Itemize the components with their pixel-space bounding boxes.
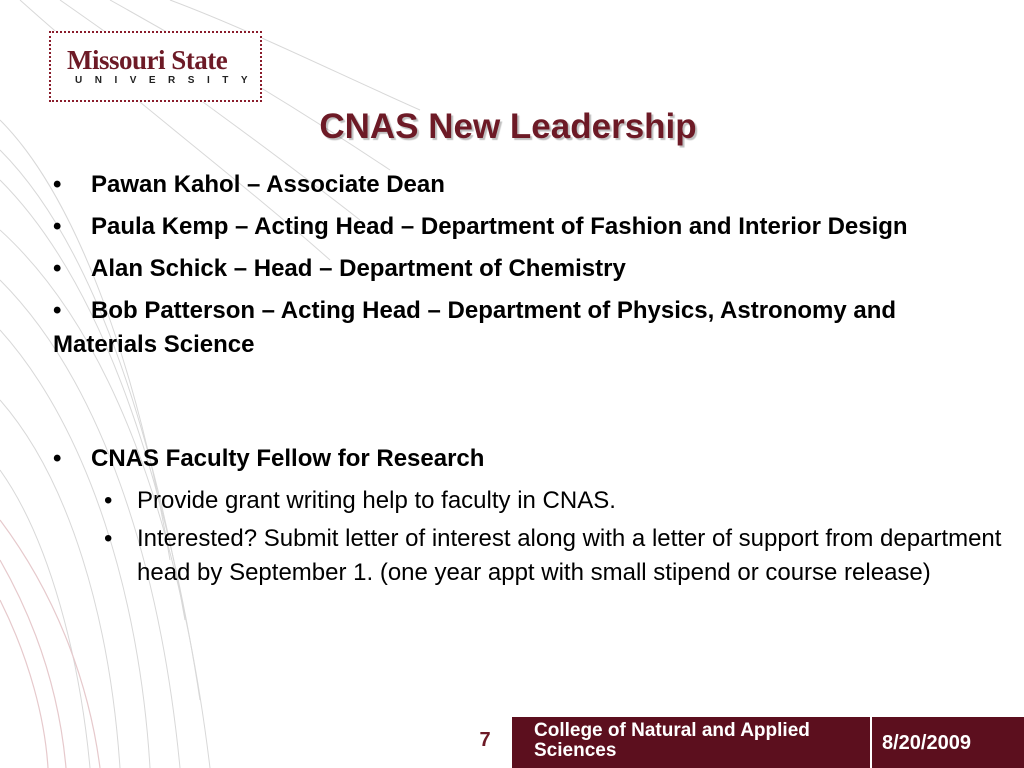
- footer-college-name: College of Natural and Applied Sciences: [534, 720, 810, 761]
- bullet-icon: •: [53, 171, 62, 198]
- leadership-item: [53, 252, 1003, 286]
- leadership-text: Paula Kemp – Acting Head – Department of Fashion and Interior Design: [91, 213, 908, 240]
- bullet-icon: •: [53, 297, 62, 324]
- slide-title: CNAS New Leadership: [319, 107, 697, 146]
- fellow-subitem: [53, 522, 1003, 590]
- bullet-icon: •: [53, 213, 62, 240]
- page-number: 7: [479, 729, 491, 751]
- footer-bar: [512, 717, 1024, 768]
- leadership-item: [53, 210, 1003, 244]
- fellow-subitem-text: Provide grant writing help to faculty in CNAS.: [137, 487, 616, 514]
- fellow-heading: [53, 442, 1003, 476]
- bullet-icon: •: [53, 255, 62, 282]
- slide-footer: [0, 717, 1024, 768]
- fellow-subitem: [53, 484, 1003, 518]
- logo-subtitle: UNIVERSITY: [75, 75, 261, 86]
- leadership-text: Pawan Kahol – Associate Dean: [91, 171, 445, 198]
- leadership-item: [53, 294, 1003, 362]
- slide-content: [53, 168, 1003, 594]
- fellow-subitem-text: Interested? Submit letter of interest along with a letter of support from department head by September 1. (one year appt with small stipend or course release): [137, 525, 1002, 586]
- footer-divider: [870, 717, 872, 768]
- fellow-heading-text: CNAS Faculty Fellow for Research: [91, 445, 485, 472]
- leadership-item: [53, 168, 1003, 202]
- leadership-text: Bob Patterson – Acting Head – Department of Physics, Astronomy and Materials Science: [53, 297, 897, 358]
- logo-wordmark: Missouri State: [67, 45, 228, 75]
- university-logo: [49, 31, 262, 102]
- leadership-text: Alan Schick – Head – Department of Chemistry: [91, 255, 626, 282]
- bullet-icon: •: [104, 487, 113, 514]
- bullet-icon: •: [53, 445, 62, 472]
- bullet-icon: •: [104, 525, 113, 552]
- footer-date: 8/20/2009: [882, 732, 971, 754]
